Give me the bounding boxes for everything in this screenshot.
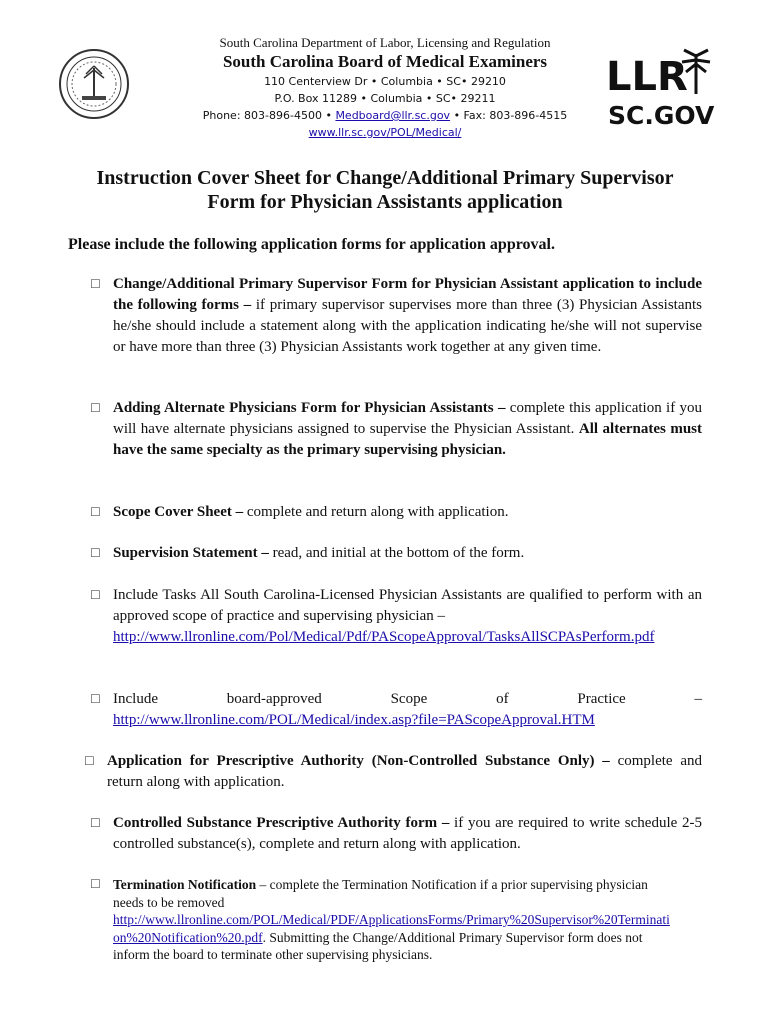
- state-seal-icon: [58, 48, 130, 120]
- po-box-address: P.O. Box 11289 • Columbia • SC• 29211: [274, 92, 496, 105]
- llr-logo-icon: [604, 46, 714, 136]
- list-item: ☐ Include board-approved Scope of Practice – http://www.llronline.com/POL/Medical/index.asp?file=PAScopeApproval.HTM: [90, 691, 702, 728]
- contact-line: [150, 107, 620, 124]
- letterhead: [0, 34, 770, 146]
- checkbox-icon[interactable]: ☐: [84, 754, 95, 768]
- checkbox-icon[interactable]: ☐: [90, 505, 101, 519]
- website-link[interactable]: www.llr.sc.gov/POL/Medical/: [308, 126, 462, 139]
- checkbox-icon[interactable]: ☐: [90, 546, 101, 560]
- termination-link[interactable]: http://www.llronline.com/POL/Medical/PDF/ApplicationsForms/Primary%20Supervisor%20Termination%20Notification%20.pdf: [113, 912, 670, 945]
- list-item: ☐ Scope Cover Sheet – complete and return along with application.: [90, 502, 702, 523]
- list-item: ☐ Application for Prescriptive Authority (Non-Controlled Substance Only) – complete and return along with application.: [84, 753, 702, 790]
- list-item: ☐ Adding Alternate Physicians Form for Physician Assistants – complete this application if you will have alternate physicians assigned to supervise the Physician Assistant. All alternates must have the same specialty as the primary supervising physician.: [90, 400, 702, 458]
- intro-text: Please include the following application forms for application approval.: [68, 236, 555, 253]
- list-item: ☐ Include Tasks All South Carolina-Licensed Physician Assistants are qualified to perform with an approved scope of practice and supervising physician – http://www.llronline.com/Pol/Medical/Pdf/PAScopeApproval/TasksAllSCPAsPerform.pdf: [90, 587, 702, 645]
- scope-practice-link[interactable]: http://www.llronline.com/POL/Medical/index.asp?file=PAScopeApproval.HTM: [113, 712, 595, 728]
- checkbox-icon[interactable]: ☐: [90, 588, 101, 602]
- board-name: South Carolina Board of Medical Examiners: [222, 52, 548, 71]
- checkbox-icon[interactable]: ☐: [90, 401, 101, 415]
- list-item: ☐ Supervision Statement – read, and initial at the bottom of the form.: [90, 543, 702, 564]
- email-link[interactable]: Medboard@llr.sc.gov: [335, 109, 451, 122]
- department-name: South Carolina Department of Labor, Licensing and Regulation: [219, 35, 551, 50]
- phone-number: Phone: 803-896-4500 •: [202, 109, 332, 122]
- list-item: ☐ Change/Additional Primary Supervisor Form for Physician Assistant application to include the following forms – if primary supervisor supervises more than three (3) Physician Assistants he/she should include a statement along with the application indicating he/she will not supervise or have more than three (3) Physician Assistants work together at any given time.: [90, 276, 703, 355]
- page-title: Instruction Cover Sheet for Change/Additional Primary Supervisor Form for Physician Assistants application: [96, 167, 674, 213]
- logo-top-text: LLR: [606, 54, 688, 100]
- list-item: ☐ Controlled Substance Prescriptive Authority form – if you are required to write schedule 2-5 controlled substance(s), complete and return along with application.: [90, 815, 702, 852]
- tasks-link[interactable]: http://www.llronline.com/Pol/Medical/Pdf/PAScopeApproval/TasksAllSCPAsPerform.pdf: [113, 629, 655, 645]
- checkbox-icon[interactable]: ☐: [90, 877, 101, 891]
- fax-number: • Fax: 803-896-4515: [453, 109, 568, 122]
- checkbox-icon[interactable]: ☐: [90, 277, 101, 291]
- street-address: 110 Centerview Dr • Columbia • SC• 29210: [264, 75, 506, 88]
- checkbox-icon[interactable]: ☐: [90, 816, 101, 830]
- logo-bottom-text: SC.GOV: [608, 101, 714, 130]
- list-item: ☐ Termination Notification – complete the Termination Notification if a prior supervising physician needs to be removed http://www.llronline.com/POL/Medical/PDF/ApplicationsForms/Primary%20Supervisor%20Termination%20Notification%20.pdf. Submitting the Change/Additional Primary Supervisor form does not inform the board to terminate other supervising physicians.: [90, 877, 670, 962]
- letterhead-text: [150, 34, 620, 141]
- checkbox-icon[interactable]: ☐: [90, 692, 101, 706]
